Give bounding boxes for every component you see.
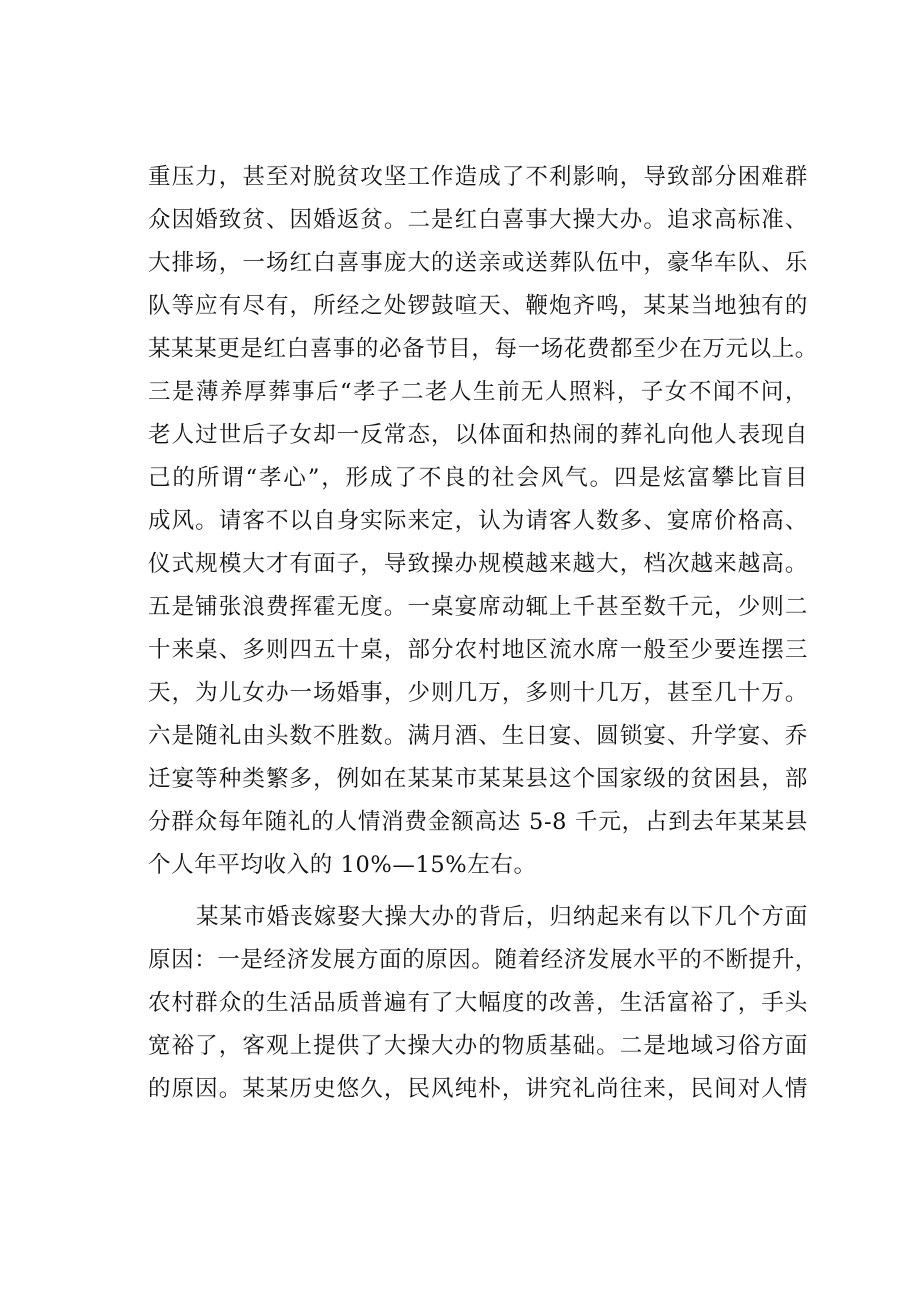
text-line-01: 重压力，甚至对脱贫攻坚工作造成了不利影响，导致部分困难群 xyxy=(148,164,808,190)
text-line-22: 的原因。某某历史悠久，民风纯朴，讲究礼尚往来，民间对人情 xyxy=(148,1076,808,1102)
text-line-02: 众因婚致贫、因婚返贫。二是红白喜事大操大办。追求高标准、 xyxy=(148,207,808,233)
text-line-07: 老人过世后子女却一反常态，以体面和热闹的葬礼向他人表现自 xyxy=(148,422,808,448)
text-line-21: 宽裕了，客观上提供了大操大办的物质基础。二是地域习俗方面 xyxy=(148,1033,808,1059)
text-line-14: 六是随礼由头数不胜数。满月酒、生日宴、圆锁宴、升学宴、乔 xyxy=(148,723,808,749)
text-line-15: 迁宴等种类繁多，例如在某某市某某县这个国家级的贫困县，部 xyxy=(148,766,808,792)
text-line-17: 个人年平均收入的 10%—15%左右。 xyxy=(148,852,537,878)
text-line-13: 天，为儿女办一场婚事，少则几万，多则十几万，甚至几十万。 xyxy=(148,680,808,706)
text-line-10: 仪式规模大才有面子，导致操办规模越来越大，档次越来越高。 xyxy=(148,551,808,577)
text-line-03: 大排场，一场红白喜事庞大的送亲或送葬队伍中，豪华车队、乐 xyxy=(148,250,808,276)
text-line-09: 成风。请客不以自身实际来定，认为请客人数多、宴席价格高、 xyxy=(148,508,808,534)
text-line-19: 原因：一是经济发展方面的原因。随着经济发展水平的不断提升， xyxy=(148,947,818,973)
text-line-16: 分群众每年随礼的人情消费金额高达 5-8 千元，占到去年某某县 xyxy=(148,809,808,835)
text-line-11: 五是铺张浪费挥霍无度。一桌宴席动辄上千甚至数千元，少则二 xyxy=(148,594,808,620)
text-line-20: 农村群众的生活品质普遍有了大幅度的改善，生活富裕了，手头 xyxy=(148,990,808,1016)
text-line-06: 三是薄养厚葬事后“孝子二老人生前无人照料，子女不闻不问， xyxy=(148,379,808,405)
text-line-08: 己的所谓“孝心”，形成了不良的社会风气。四是炫富攀比盲目 xyxy=(148,465,808,491)
text-line-04: 队等应有尽有，所经之处锣鼓喧天、鞭炮齐鸣，某某当地独有的 xyxy=(148,293,808,319)
text-line-05: 某某某更是红白喜事的必备节目，每一场花费都至少在万元以上。 xyxy=(148,336,818,362)
paragraph-start-line: 某某市婚丧嫁娶大操大办的背后，归纳起来有以下几个方面 xyxy=(196,904,808,930)
text-line-12: 十来桌、多则四五十桌，部分农村地区流水席一般至少要连摆三 xyxy=(148,637,808,663)
